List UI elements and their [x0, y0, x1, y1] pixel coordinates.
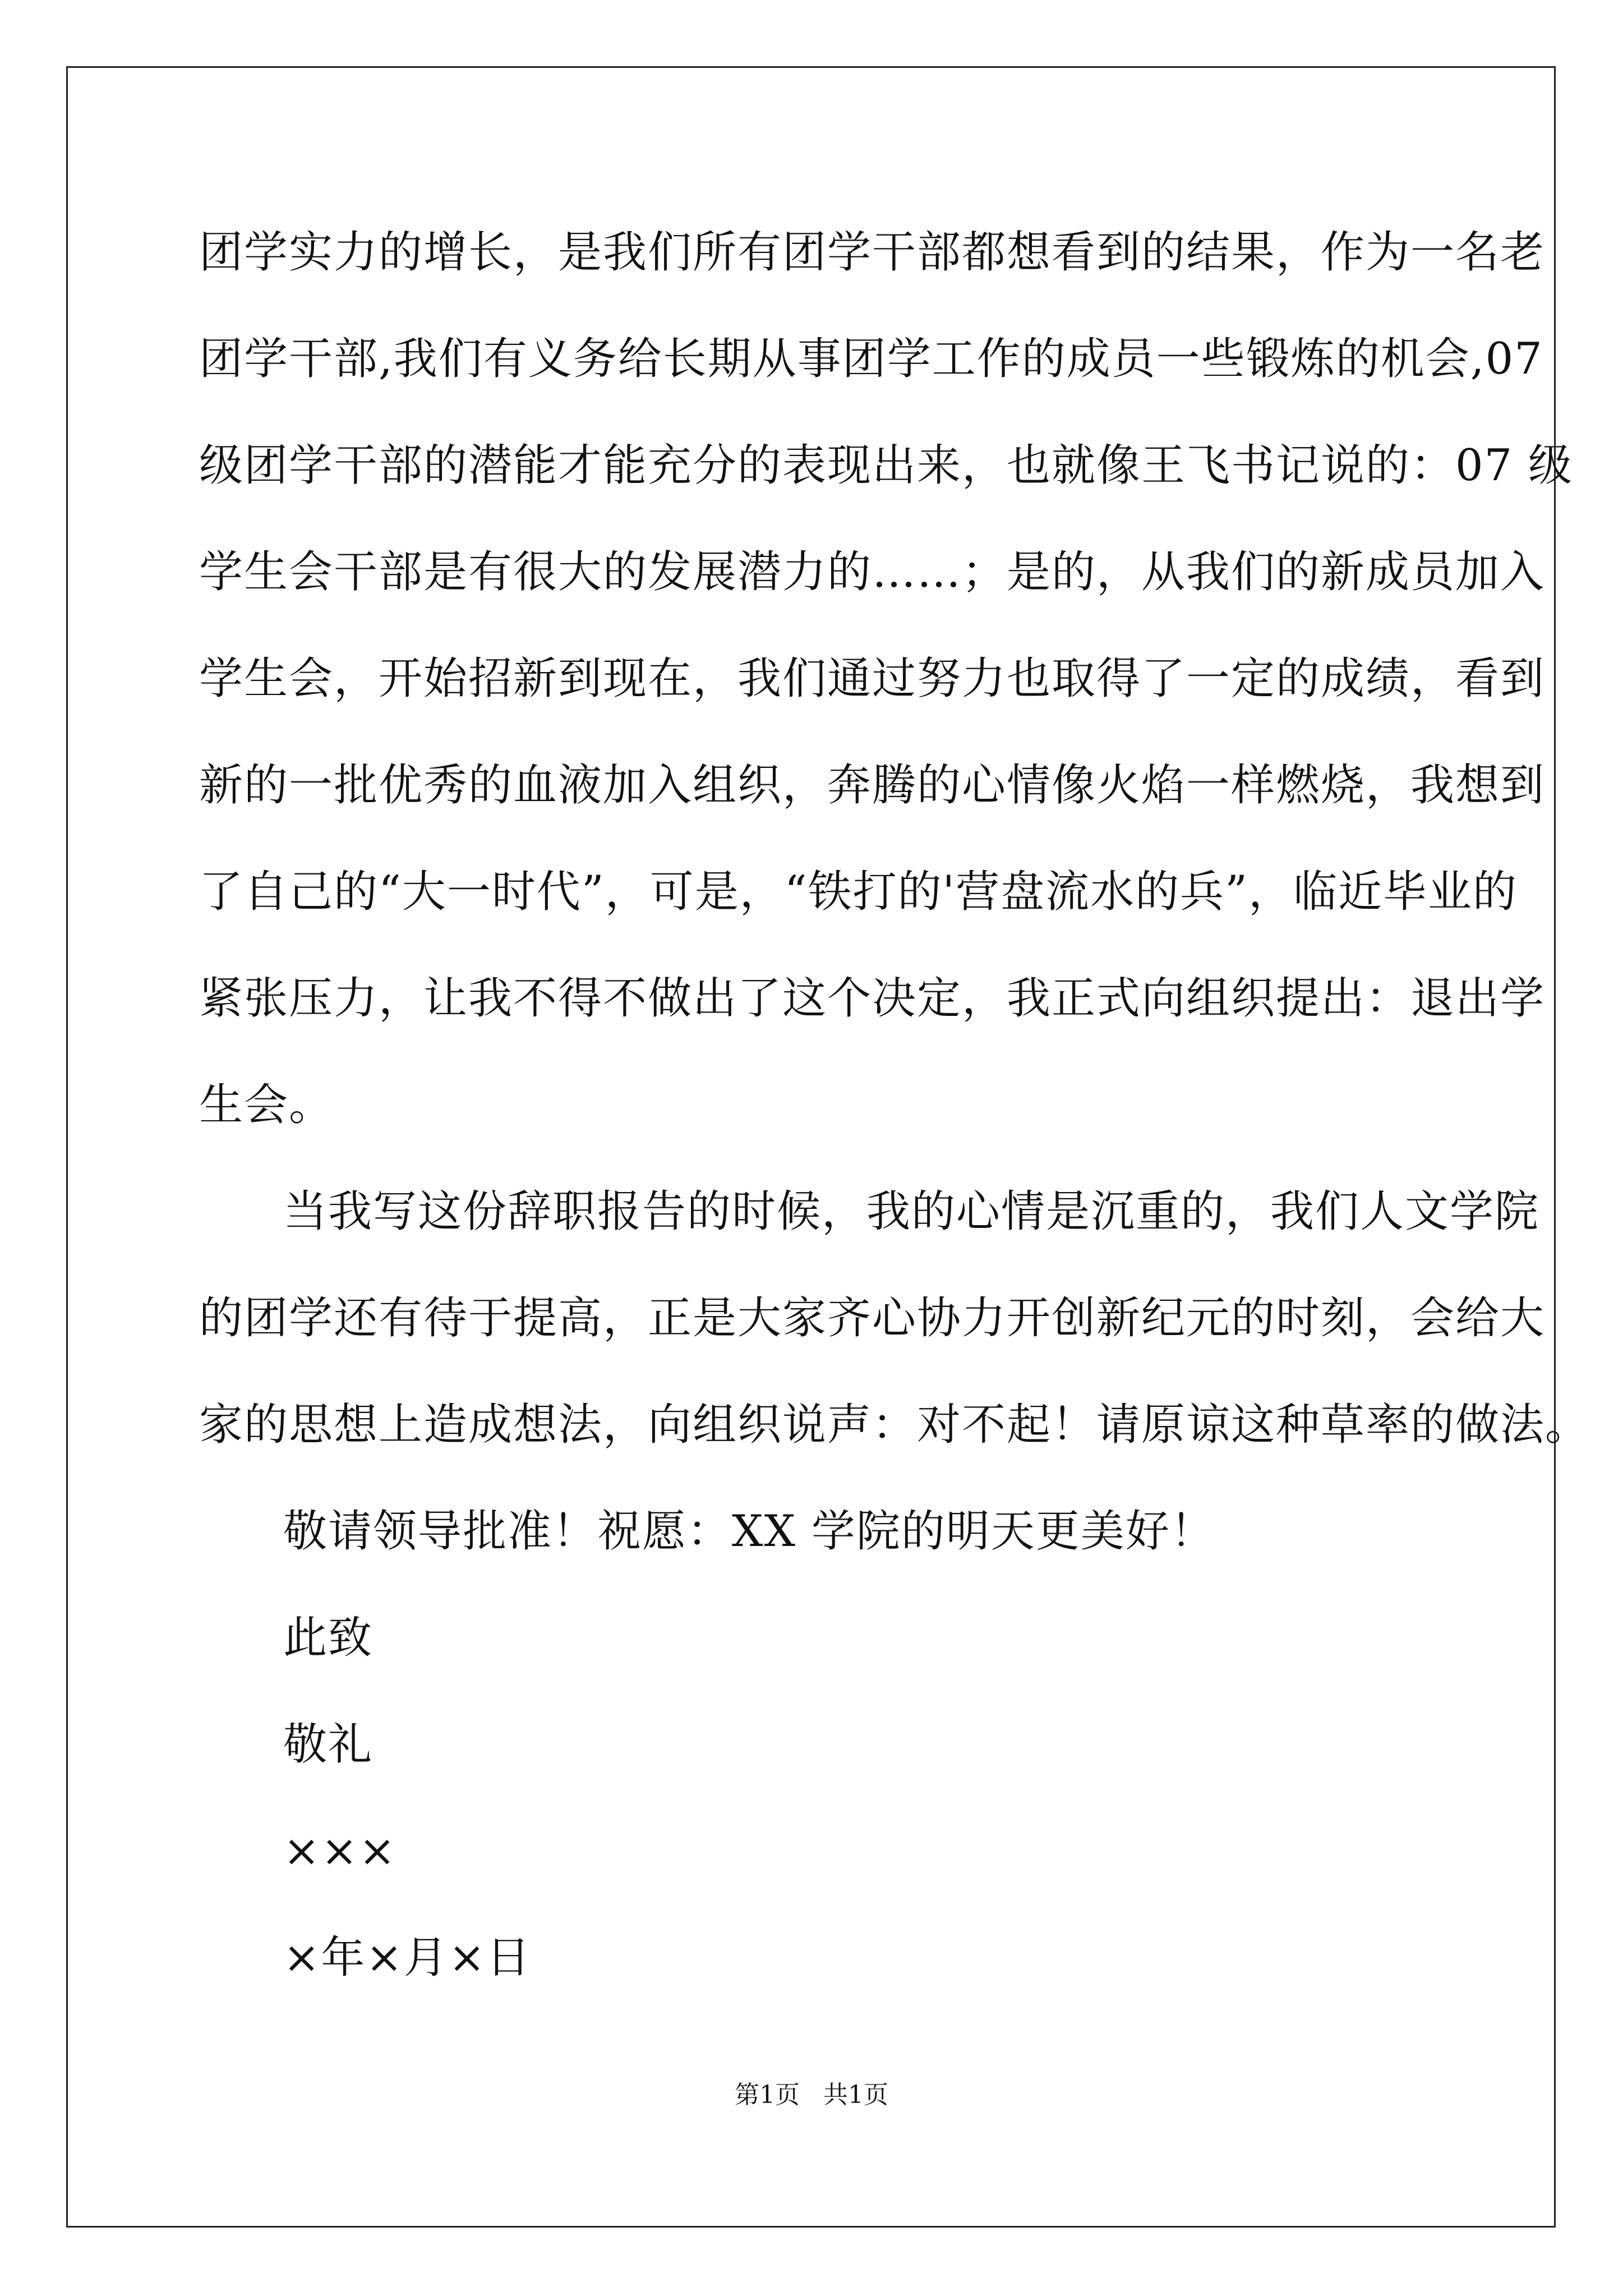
paragraph-line: 团学干部,我们有义务给长期从事团学工作的成员一些锻炼的机会,07: [199, 334, 1543, 384]
paragraph-line: 当我写这份辞职报告的时候，我的心情是沉重的，我们人文学院: [283, 1186, 1540, 1237]
paragraph-line: 生会。: [199, 1080, 334, 1130]
paragraph-line: 学生会干部是有很大的发展潜力的……；是的，从我们的新成员加入: [199, 547, 1546, 597]
signature-date: ×年×月×日: [283, 1932, 532, 1983]
paragraph-line: 的团学还有待于提高，正是大家齐心协力开创新纪元的时刻，会给大: [199, 1293, 1546, 1343]
paragraph-line: 学生会，开始招新到现在，我们通过努力也取得了一定的成绩，看到: [199, 654, 1546, 704]
paragraph-line: 了自己的“大一时代”，可是，“铁打的'营盘流水的兵”，临近毕业的: [199, 867, 1518, 917]
page-footer: 第1页 共1页: [735, 2081, 888, 2109]
paragraph-line: 团学实力的增长，是我们所有团学干部都想看到的结果，作为一名老: [199, 227, 1546, 278]
salutation-line: 此致: [283, 1613, 374, 1663]
paragraph-line: 紧张压力，让我不得不做出了这个决定，我正式向组织提出：退出学: [199, 973, 1546, 1024]
signature-name: ×××: [283, 1826, 397, 1876]
closing-wish: 敬请领导批准！祝愿：XX 学院的明天更美好！: [283, 1506, 1215, 1557]
paragraph-line: 新的一批优秀的血液加入组织，奔腾的心情像火焰一样燃烧，我想到: [199, 760, 1546, 811]
salutation-line: 敬礼: [283, 1719, 374, 1770]
paragraph-line: 级团学干部的潜能才能充分的表现出来，也就像王飞书记说的：07 级: [199, 440, 1574, 491]
paragraph-line: 家的思想上造成想法，向组织说声：对不起！请原谅这种草率的做法。: [199, 1400, 1590, 1450]
page-border: [66, 66, 1556, 2228]
